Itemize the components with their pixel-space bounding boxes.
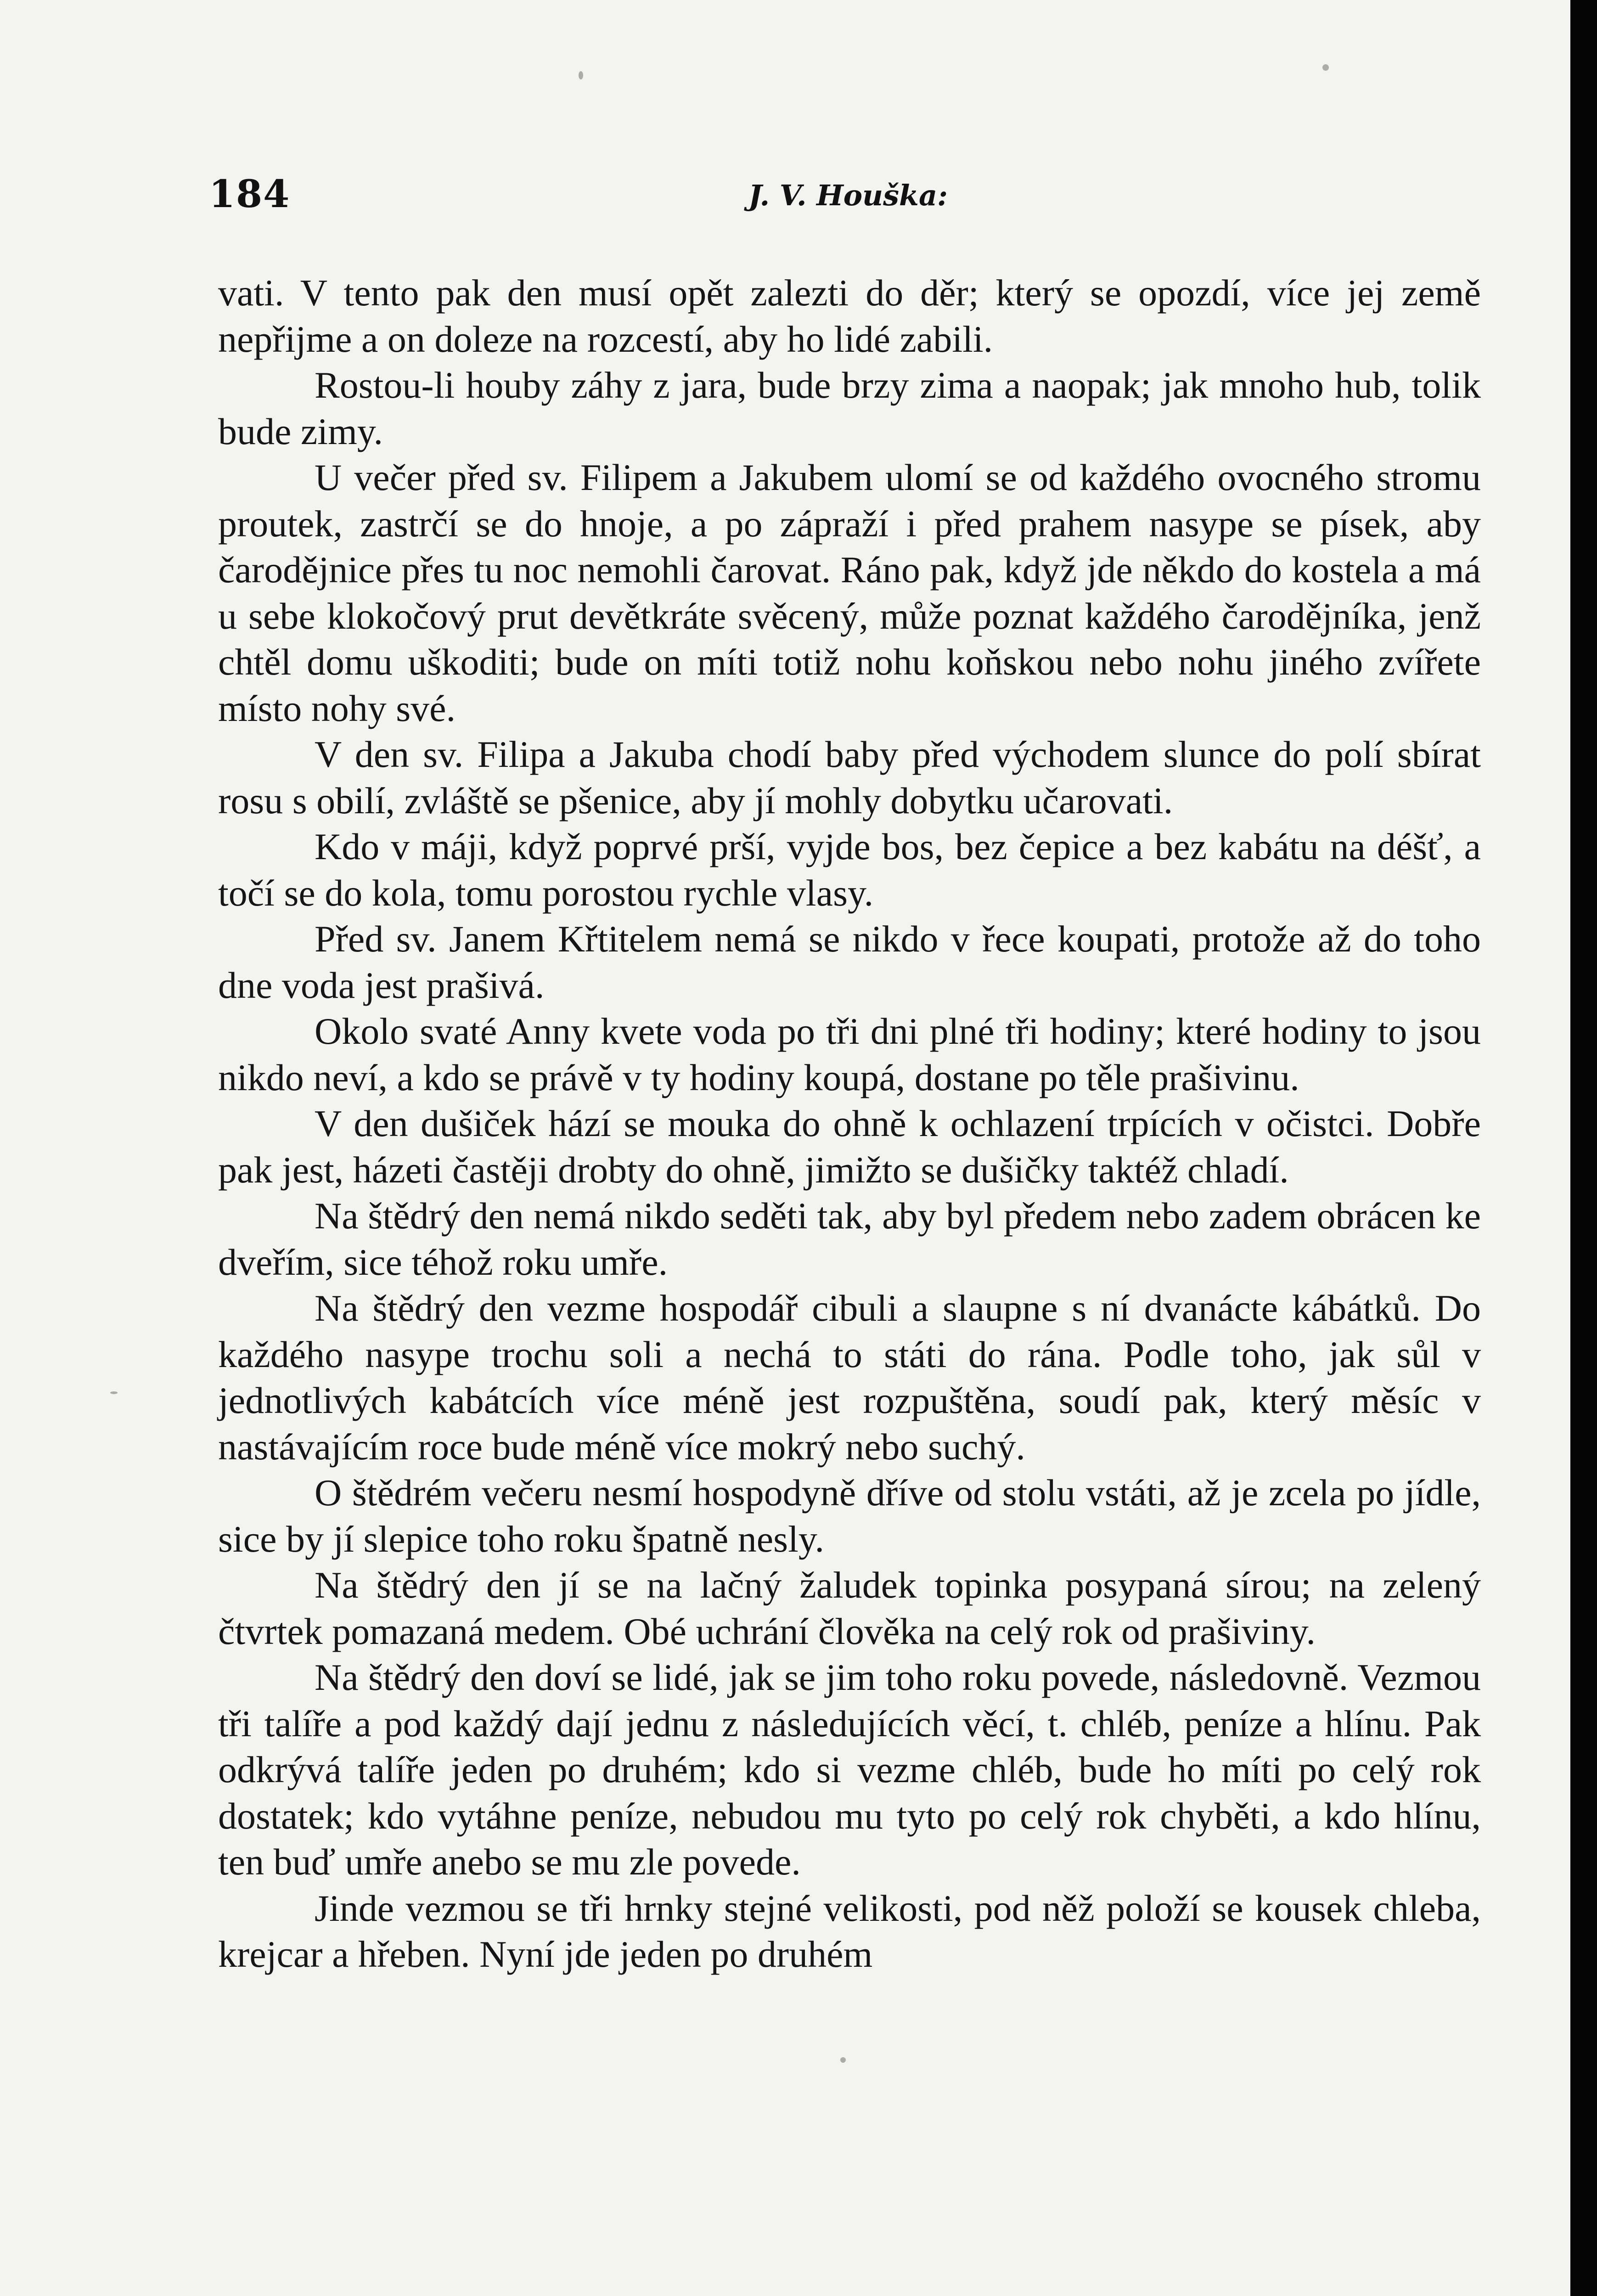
paragraph: Jinde vezmou se tři hrnky stejné velikosti, pod něž položí se kousek chleba, krejcar a hřeben. Nyní jde jeden po druhém: [218, 1887, 1481, 1975]
paper-speck: [579, 71, 583, 79]
body-text: [218, 270, 1481, 1978]
page-header: [209, 172, 1476, 223]
paragraph: Rostou-li houby záhy z jara, bude brzy zima a naopak; jak mnoho hub, tolik bude zimy.: [218, 364, 1481, 452]
paragraph: V den dušiček hází se mouka do ohně k ochlazení trpících v očistci. Dobře pak jest, házeti častěji drobty do ohně, jimižto se dušičky taktéž chladí.: [218, 1103, 1481, 1191]
paragraph: Před sv. Janem Křtitelem nemá se nikdo v řece koupati, protože až do toho dne voda jest prašivá.: [218, 918, 1481, 1006]
paragraph: Na štědrý den vezme hospodář cibuli a slaupne s ní dvanácte kábátků. Do každého nasype trochu soli a nechá to státi do rána. Podle toho, jak sůl v jednotlivých kabátcích více méně jest rozpuštěna, soudí pak, který měsíc v nastávajícím roce bude méně více mokrý nebo suchý.: [218, 1287, 1481, 1468]
paper-speck: [1322, 64, 1329, 71]
paragraph: Okolo svaté Anny kvete voda po tři dni plné tři hodiny; které hodiny to jsou nikdo neví, a kdo se právě v ty hodiny koupá, dostane po těle prašivinu.: [218, 1010, 1481, 1098]
paragraph: Na štědrý den doví se lidé, jak se jim toho roku povede, následovně. Vezmou tři talíře a pod každý dají jednu z následujících věcí, t. chléb, peníze a hlínu. Pak odkrývá talíře jeden po druhém; kdo si vezme chléb, bude ho míti po celý rok dostatek; kdo vytáhne peníze, nebudou mu tyto po celý rok chyběti, a kdo hlínu, ten buď umře anebo se mu zle povede.: [218, 1656, 1481, 1883]
paragraph: vati. V tento pak den musí opět zalezti do děr; který se opozdí, více jej země nepřijme a on doleze na rozcestí, aby ho lidé zabili.: [218, 272, 1481, 360]
scan-border: [1570, 0, 1597, 2296]
paper-speck: [840, 2057, 846, 2063]
paragraph: Kdo v máji, když poprvé prší, vyjde bos, bez čepice a bez kabátu na déšť, a točí se do kola, tomu porostou rychle vlasy.: [218, 826, 1481, 914]
paper-speck: [110, 1391, 118, 1394]
running-head: J. V. Houška:: [748, 179, 948, 212]
paragraph: O štědrém večeru nesmí hospodyně dříve od stolu vstáti, až je zcela po jídle, sice by jí slepice toho roku špatně nesly.: [218, 1472, 1481, 1560]
paragraph: V den sv. Filipa a Jakuba chodí baby před východem slunce do polí sbírat rosu s obilí, zvláště se pšenice, aby jí mohly dobytku učarovati.: [218, 733, 1481, 822]
paragraph: Na štědrý den nemá nikdo seděti tak, aby byl předem nebo zadem obrácen ke dveřím, sice téhož roku umře.: [218, 1195, 1481, 1283]
paragraph: Na štědrý den jí se na lačný žaludek topinka posypaná sírou; na zelený čtvrtek pomazaná medem. Obé uchrání člověka na celý rok od prašiviny.: [218, 1564, 1481, 1652]
page-number: 184: [209, 172, 291, 216]
paragraph: U večer před sv. Filipem a Jakubem ulomí se od každého ovocného stromu proutek, zastrčí se do hnoje, a po zápraží i před prahem nasype se písek, aby čarodějnice přes tu noc nemohli čarovat. Ráno pak, když jde někdo do kostela a má u sebe klokočový prut devětkráte svěcený, může poznat každého čarodějníka, jenž chtěl domu uškoditi; bude on míti totiž nohu koňskou nebo nohu jiného zvířete místo nohy své.: [218, 456, 1481, 729]
